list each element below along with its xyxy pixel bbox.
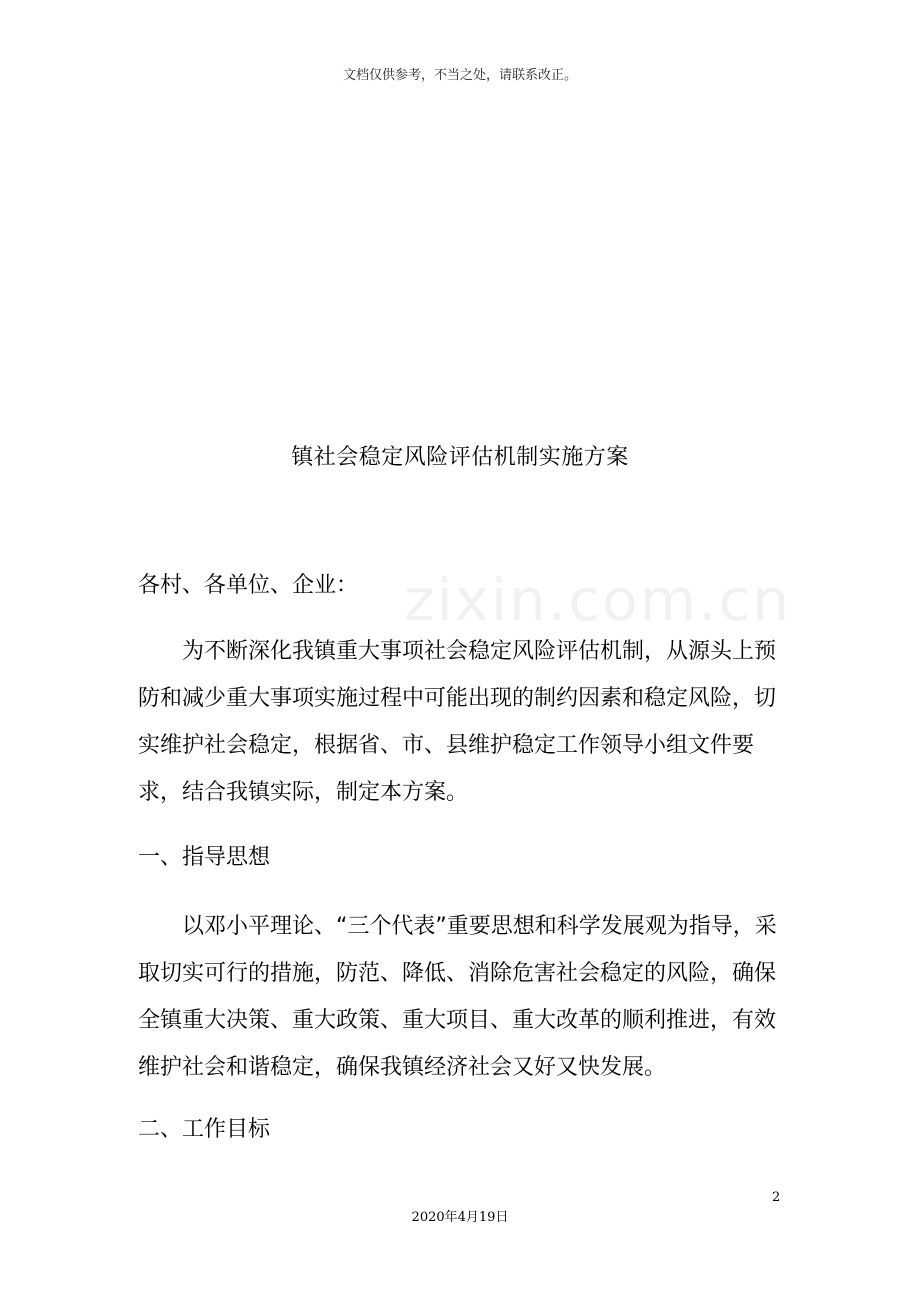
page-number: 2 [772, 1190, 781, 1205]
paragraph-guiding-ideology: 以邓小平理论、“三个代表”重要思想和科学发展观为指导，采取切实可行的措施，防范、降低、消除危害社会稳定的风险，确保全镇重大决策、重大政策、重大项目、重大改革的顺利推进，有效维护社会和谐稳定，确保我镇经济社会又好又快发展。 [138, 914, 777, 1080]
paragraph-intro: 为不断深化我镇重大事项社会稳定风险评估机制，从源头上预防和减少重大事项实施过程中可能出现的制约因素和稳定风险，切实维护社会稳定，根据省、市、县维护稳定工作领导小组文件要求，结合我镇实际，制定本方案。 [138, 639, 777, 805]
section-heading-work-goals: 二、工作目标 [138, 1117, 271, 1142]
footer-date: 2020年4月19日 [411, 1210, 509, 1225]
header-note: 文档仅供参考，不当之处，请联系改正。 [342, 68, 577, 83]
document-title: 镇社会稳定风险评估机制实施方案 [291, 445, 629, 470]
greeting: 各村、各单位、企业： [138, 573, 359, 598]
section-heading-guiding-ideology: 一、指导思想 [138, 845, 271, 870]
watermark-text: zixin.com.cn [404, 566, 792, 634]
